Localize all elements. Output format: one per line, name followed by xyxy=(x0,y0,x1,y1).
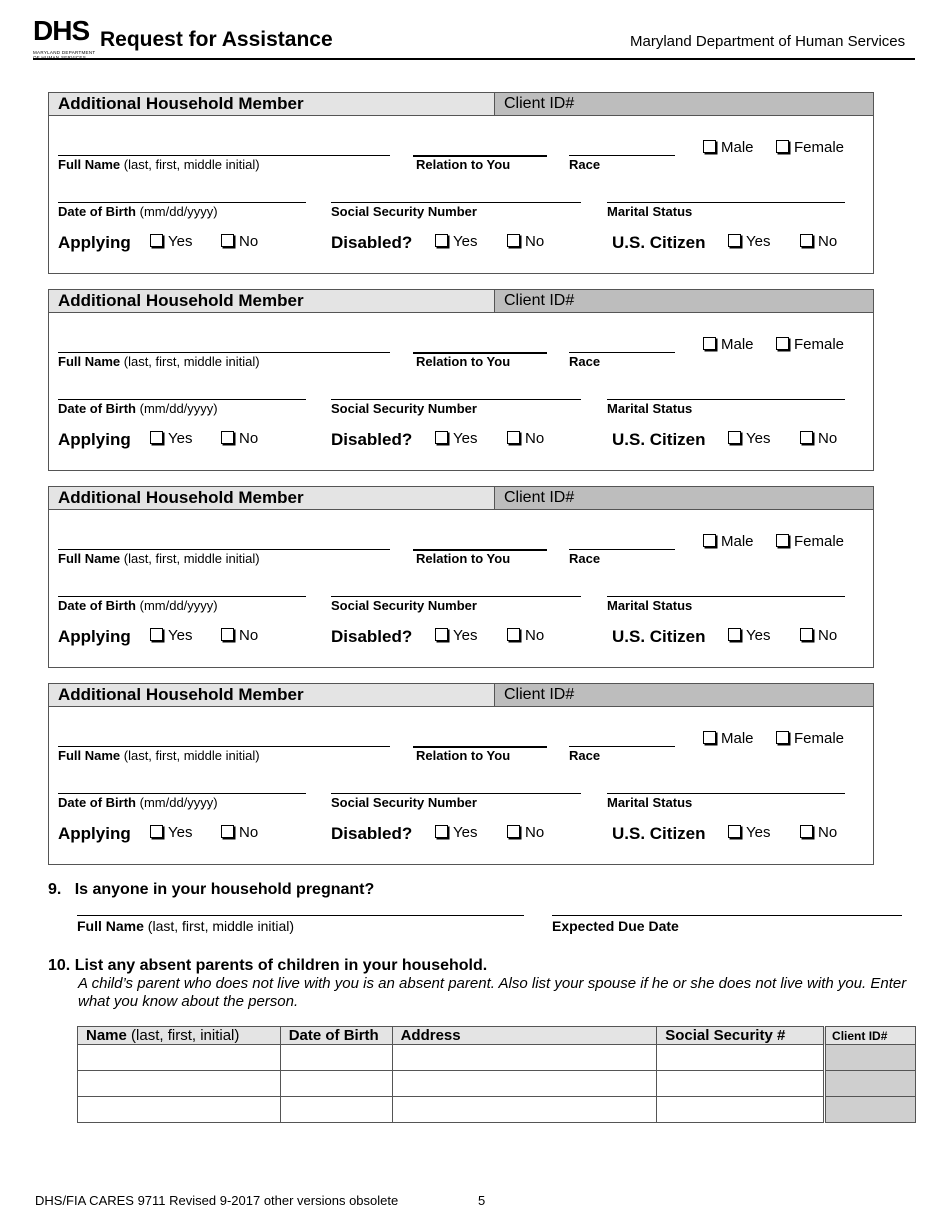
full-name-label: Full Name (last, first, middle initial) xyxy=(58,157,260,172)
checkbox-icon xyxy=(776,534,789,547)
q9-heading: 9. Is anyone in your household pregnant? xyxy=(48,881,375,898)
relation-label: Relation to You xyxy=(416,157,511,172)
checkbox-icon xyxy=(221,431,234,444)
checkbox-icon xyxy=(776,731,789,744)
disabled-label: Disabled? xyxy=(331,627,413,646)
citizen-no-checkbox[interactable]: No xyxy=(800,430,837,447)
dob-label: Date of Birth (mm/dd/yyyy) xyxy=(58,401,218,416)
checkbox-icon xyxy=(728,628,741,641)
name-cell[interactable] xyxy=(78,1071,281,1097)
disabled-yes-checkbox[interactable]: Yes xyxy=(435,824,477,841)
checkbox-icon xyxy=(776,140,789,153)
full-name-field[interactable] xyxy=(58,549,390,550)
household-member-block xyxy=(48,683,874,865)
race-field[interactable] xyxy=(569,549,675,550)
checkbox-icon xyxy=(703,534,716,547)
race-field[interactable] xyxy=(569,746,675,747)
checkbox-icon xyxy=(150,825,163,838)
dob-cell[interactable] xyxy=(280,1097,392,1123)
citizen-no-checkbox[interactable]: No xyxy=(800,824,837,841)
table-row xyxy=(78,1045,916,1071)
checkbox-icon xyxy=(507,825,520,838)
marital-status-label: Marital Status xyxy=(607,204,693,219)
q10-heading: 10. List any absent parents of children in your household. xyxy=(48,957,488,974)
ssn-field[interactable] xyxy=(331,399,581,400)
citizen-no-checkbox[interactable]: No xyxy=(800,627,837,644)
client-id-cell xyxy=(825,1045,916,1071)
disabled-yes-checkbox[interactable]: Yes xyxy=(435,233,477,250)
marital-status-label: Marital Status xyxy=(607,401,693,416)
ssn-label: Social Security Number xyxy=(331,401,477,416)
applying-yes-checkbox[interactable]: Yes xyxy=(150,430,192,447)
member-title: Additional Household Member xyxy=(49,684,495,706)
checkbox-icon xyxy=(800,234,813,247)
page-number: 5 xyxy=(478,1193,486,1208)
client-id-field[interactable]: Client ID# xyxy=(495,93,873,115)
client-id-field[interactable]: Client ID# xyxy=(495,290,873,312)
full-name-label: Full Name (last, first, middle initial) xyxy=(58,748,260,763)
q9-full-name-field[interactable] xyxy=(77,915,524,916)
ssn-label: Social Security Number xyxy=(331,795,477,810)
checkbox-icon xyxy=(728,234,741,247)
citizen-yes-checkbox[interactable]: Yes xyxy=(728,430,770,447)
male-checkbox[interactable]: Male xyxy=(703,139,754,156)
marital-status-field[interactable] xyxy=(607,793,845,794)
relation-label: Relation to You xyxy=(416,551,511,566)
member-header xyxy=(49,93,873,116)
race-label: Race xyxy=(569,157,601,172)
disabled-no-checkbox[interactable]: No xyxy=(507,824,544,841)
checkbox-icon xyxy=(150,628,163,641)
applying-label: Applying xyxy=(58,233,131,252)
ssn-label: Social Security Number xyxy=(331,204,477,219)
applying-no-checkbox[interactable]: No xyxy=(221,627,258,644)
household-member-block xyxy=(48,486,874,668)
citizen-yes-checkbox[interactable]: Yes xyxy=(728,627,770,644)
applying-label: Applying xyxy=(58,627,131,646)
checkbox-icon xyxy=(800,628,813,641)
citizen-label: U.S. Citizen xyxy=(612,627,706,646)
citizen-no-checkbox[interactable]: No xyxy=(800,233,837,250)
q10-instructions: A child’s parent who does not live with you is an absent parent. Also list your spouse if he or she does not live with you. Enter what you know about the person. xyxy=(78,975,907,1010)
member-title: Additional Household Member xyxy=(49,290,495,312)
full-name-field[interactable] xyxy=(58,746,390,747)
female-checkbox[interactable]: Female xyxy=(776,139,844,156)
dhs-logo xyxy=(33,15,96,60)
address-cell[interactable] xyxy=(392,1097,657,1123)
q9-due-date-label: Expected Due Date xyxy=(552,918,679,934)
marital-status-field[interactable] xyxy=(607,399,845,400)
agency-name: Maryland Department of Human Services xyxy=(630,33,906,50)
full-name-field[interactable] xyxy=(58,352,390,353)
form-id: DHS/FIA CARES 9711 Revised 9-2017 other versions obsolete xyxy=(35,1193,399,1208)
checkbox-icon xyxy=(703,140,716,153)
ssn-field[interactable] xyxy=(331,596,581,597)
disabled-yes-checkbox[interactable]: Yes xyxy=(435,430,477,447)
applying-yes-checkbox[interactable]: Yes xyxy=(150,233,192,250)
female-checkbox[interactable]: Female xyxy=(776,533,844,550)
member-header xyxy=(49,290,873,313)
dob-cell[interactable] xyxy=(280,1045,392,1071)
address-cell[interactable] xyxy=(392,1071,657,1097)
dob-field[interactable] xyxy=(58,399,306,400)
col-address: Address xyxy=(392,1027,657,1045)
female-checkbox[interactable]: Female xyxy=(776,730,844,747)
logo-text: DHS xyxy=(33,15,90,46)
ssn-cell[interactable] xyxy=(657,1071,825,1097)
checkbox-icon xyxy=(800,825,813,838)
full-name-label: Full Name (last, first, middle initial) xyxy=(58,551,260,566)
citizen-yes-checkbox[interactable]: Yes xyxy=(728,233,770,250)
q9-full-name-label: Full Name (last, first, middle initial) xyxy=(77,918,295,934)
marital-status-field[interactable] xyxy=(607,596,845,597)
absent-parents-table xyxy=(77,1026,916,1123)
full-name-field[interactable] xyxy=(58,155,390,156)
disabled-no-checkbox[interactable]: No xyxy=(507,430,544,447)
table-row xyxy=(78,1097,916,1123)
applying-no-checkbox[interactable]: No xyxy=(221,824,258,841)
col-ssn: Social Security # xyxy=(657,1027,825,1045)
checkbox-icon xyxy=(800,431,813,444)
disabled-label: Disabled? xyxy=(331,824,413,843)
checkbox-icon xyxy=(703,337,716,350)
checkbox-icon xyxy=(435,628,448,641)
dob-field[interactable] xyxy=(58,793,306,794)
page-title: Request for Assistance xyxy=(100,28,333,51)
ssn-cell[interactable] xyxy=(657,1045,825,1071)
checkbox-icon xyxy=(221,628,234,641)
applying-label: Applying xyxy=(58,430,131,449)
name-cell[interactable] xyxy=(78,1097,281,1123)
citizen-label: U.S. Citizen xyxy=(612,430,706,449)
checkbox-icon xyxy=(221,825,234,838)
citizen-label: U.S. Citizen xyxy=(612,233,706,252)
dob-label: Date of Birth (mm/dd/yyyy) xyxy=(58,598,218,613)
male-checkbox[interactable]: Male xyxy=(703,336,754,353)
relation-label: Relation to You xyxy=(416,354,511,369)
female-checkbox[interactable]: Female xyxy=(776,336,844,353)
q9-due-date-field[interactable] xyxy=(552,915,902,916)
member-title: Additional Household Member xyxy=(49,93,495,115)
checkbox-icon xyxy=(507,628,520,641)
ssn-label: Social Security Number xyxy=(331,598,477,613)
race-label: Race xyxy=(569,354,601,369)
checkbox-icon xyxy=(435,234,448,247)
checkbox-icon xyxy=(435,825,448,838)
col-dob: Date of Birth xyxy=(280,1027,392,1045)
applying-no-checkbox[interactable]: No xyxy=(221,233,258,250)
col-name: Name (last, first, initial) xyxy=(78,1027,281,1045)
dob-field[interactable] xyxy=(58,202,306,203)
citizen-yes-checkbox[interactable]: Yes xyxy=(728,824,770,841)
marital-status-field[interactable] xyxy=(607,202,845,203)
applying-no-checkbox[interactable]: No xyxy=(221,430,258,447)
ssn-field[interactable] xyxy=(331,793,581,794)
race-field[interactable] xyxy=(569,155,675,156)
checkbox-icon xyxy=(150,234,163,247)
checkbox-icon xyxy=(150,431,163,444)
disabled-no-checkbox[interactable]: No xyxy=(507,627,544,644)
disabled-label: Disabled? xyxy=(331,430,413,449)
dob-label: Date of Birth (mm/dd/yyyy) xyxy=(58,795,218,810)
dob-field[interactable] xyxy=(58,596,306,597)
address-cell[interactable] xyxy=(392,1045,657,1071)
client-id-cell xyxy=(825,1071,916,1097)
header-rule xyxy=(33,58,915,60)
full-name-label: Full Name (last, first, middle initial) xyxy=(58,354,260,369)
applying-yes-checkbox[interactable]: Yes xyxy=(150,824,192,841)
checkbox-icon xyxy=(728,431,741,444)
name-cell[interactable] xyxy=(78,1045,281,1071)
col-client-id: Client ID# xyxy=(825,1027,916,1045)
marital-status-label: Marital Status xyxy=(607,795,693,810)
male-checkbox[interactable]: Male xyxy=(703,730,754,747)
checkbox-icon xyxy=(507,234,520,247)
household-member-block xyxy=(48,289,874,471)
client-id-field[interactable]: Client ID# xyxy=(495,487,873,509)
checkbox-icon xyxy=(507,431,520,444)
dob-cell[interactable] xyxy=(280,1071,392,1097)
disabled-label: Disabled? xyxy=(331,233,413,252)
applying-yes-checkbox[interactable]: Yes xyxy=(150,627,192,644)
citizen-label: U.S. Citizen xyxy=(612,824,706,843)
disabled-no-checkbox[interactable]: No xyxy=(507,233,544,250)
ssn-field[interactable] xyxy=(331,202,581,203)
race-label: Race xyxy=(569,551,601,566)
client-id-cell xyxy=(825,1097,916,1123)
table-header-row xyxy=(78,1027,916,1045)
checkbox-icon xyxy=(435,431,448,444)
marital-status-label: Marital Status xyxy=(607,598,693,613)
checkbox-icon xyxy=(776,337,789,350)
dob-label: Date of Birth (mm/dd/yyyy) xyxy=(58,204,218,219)
relation-label: Relation to You xyxy=(416,748,511,763)
ssn-cell[interactable] xyxy=(657,1097,825,1123)
household-member-block xyxy=(48,92,874,274)
disabled-yes-checkbox[interactable]: Yes xyxy=(435,627,477,644)
member-title: Additional Household Member xyxy=(49,487,495,509)
member-header xyxy=(49,487,873,510)
checkbox-icon xyxy=(728,825,741,838)
race-field[interactable] xyxy=(569,352,675,353)
checkbox-icon xyxy=(703,731,716,744)
male-checkbox[interactable]: Male xyxy=(703,533,754,550)
checkbox-icon xyxy=(221,234,234,247)
logo-subtext: MARYLAND DEPARTMENT OF HUMAN SERVICES xyxy=(33,50,96,60)
client-id-field[interactable]: Client ID# xyxy=(495,684,873,706)
race-label: Race xyxy=(569,748,601,763)
applying-label: Applying xyxy=(58,824,131,843)
table-row xyxy=(78,1071,916,1097)
member-header xyxy=(49,684,873,707)
